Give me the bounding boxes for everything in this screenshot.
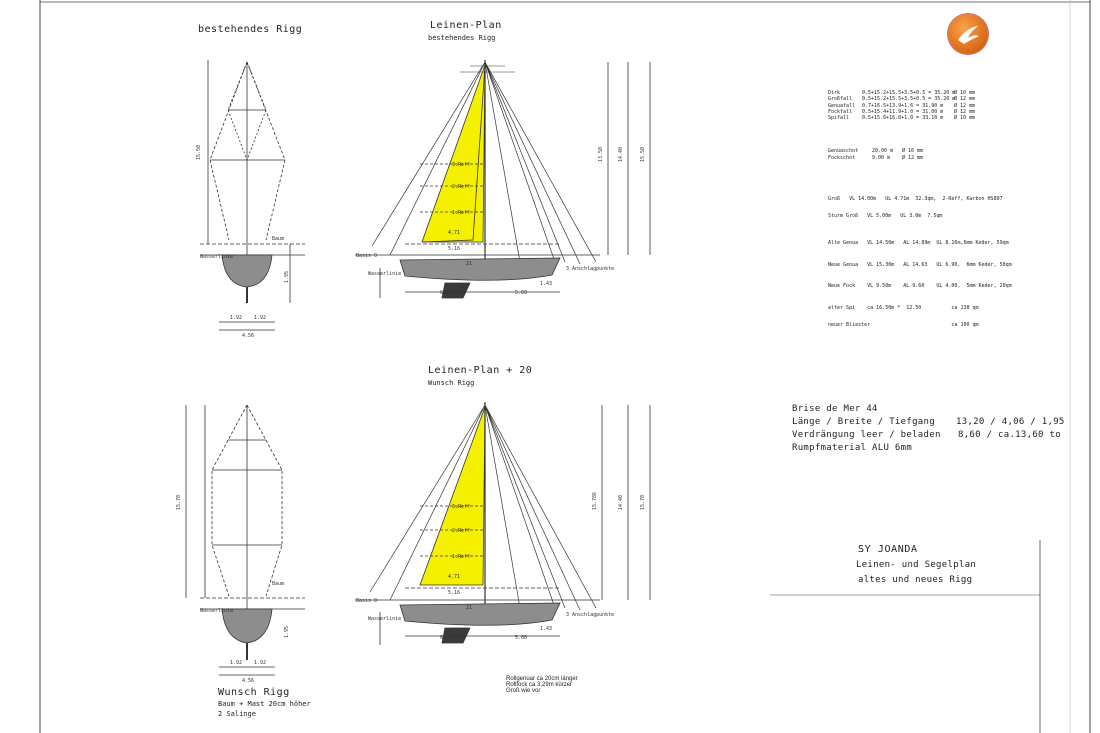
table-row: Alte Genua VL 14.50m AL 14.89m UL 8.16m,6mm Keder, 59qm <box>828 239 1009 246</box>
note-line: Groß wie vor <box>506 688 541 694</box>
table-row: Genuafall 0.7+16.5+13.9+1.6 = 31.90 m Ø 12 mm <box>828 102 976 109</box>
dim-wish-side2: 14.40 <box>618 494 624 510</box>
sheets-table <box>828 148 923 162</box>
sails-table <box>828 186 1012 334</box>
note-wish-1: Baum + Mast 20cm höher <box>218 700 311 708</box>
note-wish-2: 2 Salinge <box>218 710 256 718</box>
table-row: Genuaschot 20.00 m Ø 16 mm <box>828 148 924 154</box>
side-plan-wish <box>355 402 650 645</box>
reef2-top: 2.Reff <box>452 184 471 190</box>
dim-lwl-b-bottom: 5.60 <box>515 635 528 641</box>
reef3-bottom: 3.Reff <box>452 504 471 510</box>
note-line: Rollfock ca 3,29m kürzer <box>506 682 573 688</box>
dim-lwl-a-top: 6.20 <box>440 290 453 296</box>
subtitle-lines-plan-20: Wunsch Rigg <box>428 379 475 387</box>
dim-boom-top: 4.71 <box>448 230 461 236</box>
dim-wish-front: 15.70 <box>176 494 182 510</box>
label-wasserlinie-bottom: Wasserlinie <box>200 608 234 614</box>
dim-mast-total: 15.50 <box>640 146 646 162</box>
dim-keel-top: 1.95 <box>284 270 290 283</box>
dim-mast-side: 13.50 <box>598 146 604 162</box>
boat-displacement-value: 8,60 / ca.13,60 to <box>958 430 1061 440</box>
label-wasserlinie-top: Wasserlinie <box>200 254 234 260</box>
table-row: Dirk 0.5+15.2+15.5+3.5+0.5 = 35.20 mØ 10 mm <box>828 90 976 96</box>
title-lines-plan: Leinen-Plan <box>430 20 502 31</box>
dim-wish-beam-left: 1.92 <box>230 660 243 666</box>
dim-lwl-c-top: 1.43 <box>540 281 553 287</box>
dim-lwl-c-bottom: 1.43 <box>540 626 553 632</box>
dim-beam-total: 4.56 <box>242 333 255 339</box>
dim-foot-top: 5.16 <box>448 246 461 252</box>
table-row: Sturm Groß VL 5.00m UL 3.0m 7.5qm <box>828 212 943 219</box>
dim-wish-beam-total: 4.56 <box>242 678 255 684</box>
table-row: Neue Fock VL 9.50m AL 9.60 UL 4.00, 5mm Keder, 20qm <box>828 283 1012 290</box>
dim-wish-side: 15.786 <box>592 491 598 510</box>
dim-boom-bottom: 4.71 <box>448 574 461 580</box>
dim-foot2-bottom: 21 <box>466 605 473 611</box>
title-lines-plan-20: Leinen-Plan + 20 <box>428 365 533 376</box>
boat-name: Brise de Mer 44 <box>792 404 878 414</box>
reef3-top: 3.Reff <box>452 162 471 168</box>
table-row: Spifall 0.5+15.6+16.0+1.0 = 33.10 m Ø 10 mm <box>828 115 976 122</box>
table-row: Groß VL 14.00m UL 4.71m 32.3qm, 2-Reff, Karbon HS807 <box>828 196 1003 203</box>
front-view-existing <box>200 60 305 330</box>
reef2-bottom: 2.Reff <box>452 528 471 534</box>
boat-hull-material: Rumpfmaterial ALU 6mm <box>792 443 913 453</box>
title-block-line1: Leinen- und Segelplan <box>856 560 977 570</box>
dim-foot-bottom: 5.16 <box>448 590 461 596</box>
title-existing-rig: bestehendes Rigg <box>198 24 303 35</box>
dim-lwl-a-bottom: 6.20 <box>440 635 453 641</box>
dim-lwl-b-top: 5.60 <box>515 290 528 296</box>
boat-dims-value: 13,20 / 4,06 / 1,95 <box>956 417 1065 427</box>
label-basis-top: Basis 0 <box>356 253 378 259</box>
bottom-notes <box>506 676 578 694</box>
table-row: neuer Bliester ca 100 qm <box>828 321 979 328</box>
yacht-name: SY JOANDA <box>858 544 918 555</box>
label-anschlag-bottom: 3 Anschlagpunkte <box>566 612 615 618</box>
dim-wish-total: 15.70 <box>640 494 646 510</box>
label-baum-top: Baum <box>272 236 285 242</box>
reef1-top: 1.Reff <box>452 210 471 216</box>
label-wasserlinie-side-top: Wasserlinie <box>368 271 402 277</box>
boat-displacement-label: Verdrängung leer / beladen <box>792 430 941 440</box>
title-wish-rig: Wunsch Rigg <box>218 687 290 698</box>
label-anschlag-top: 3 Anschlagpunkte <box>566 266 615 272</box>
table-row: Fockschot 9.00 m Ø 12 mm <box>828 155 924 161</box>
boat-dims-label: Länge / Breite / Tiefgang <box>792 417 935 427</box>
table-row: alter Spi ca 16.50m * 12.50 ca 138 qm <box>828 305 979 312</box>
dim-beam-left: 1.92 <box>230 315 243 321</box>
label-basis-bottom: Basis 0 <box>356 598 378 604</box>
title-block-line2: altes und neues Rigg <box>858 575 973 585</box>
table-row: Fockfall 0.5+15.4+11.9+1.0 = 31.00 m Ø 12 mm <box>828 108 976 115</box>
dim-keel-bottom: 1.95 <box>284 625 290 638</box>
dim-foot2-top: 21 <box>466 261 473 267</box>
halyards-table <box>828 90 975 121</box>
side-plan-existing <box>355 60 650 298</box>
label-baum-bottom: Baum <box>272 581 285 587</box>
subtitle-lines-plan: bestehendes Rigg <box>428 34 496 42</box>
table-row: Großfall 0.5+15.2+15.5+3.5+0.5 = 35.20 mØ 12 mm <box>828 96 976 103</box>
dim-mast-front: 15.50 <box>196 144 202 160</box>
note-line: Rollgenuar ca 20cm länger <box>506 676 578 682</box>
label-wasserlinie-side-bottom: Wasserlinie <box>368 616 402 622</box>
reef1-bottom: 1.Reff <box>452 554 471 560</box>
table-row: Neue Genua VL 15.30m AL 14.63 UL 6.90, 6mm Keder, 50qm <box>828 261 1012 268</box>
dim-mast-side2: 14.40 <box>618 146 624 162</box>
dim-wish-beam-right: 1.92 <box>254 660 267 666</box>
dim-beam-right: 1.92 <box>254 315 267 321</box>
